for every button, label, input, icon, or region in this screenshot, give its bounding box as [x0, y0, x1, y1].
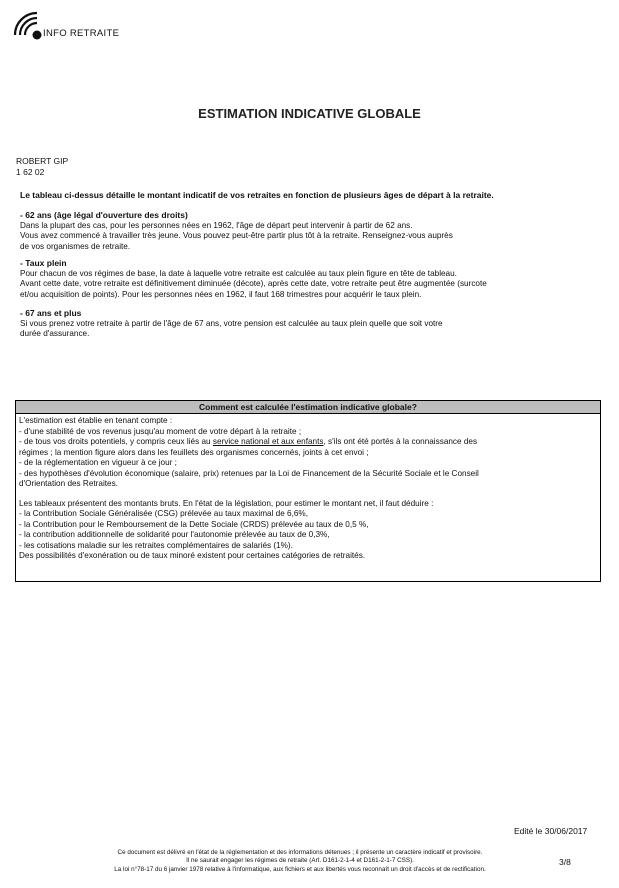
section-heading: - 67 ans et plus	[20, 308, 82, 318]
box-line: - d'une stabilité de vos revenus jusqu'au moment de votre départ à la retraite ;	[19, 426, 302, 436]
box-body	[16, 414, 600, 564]
section-line: Avant cette date, votre retraite est définitivement diminuée (décote), après cette date, votre retraite peut être augmentée (surcote	[20, 279, 487, 289]
box-line: L'estimation est établie en tenant compte :	[19, 416, 173, 425]
section-line: durée d'assurance.	[20, 329, 90, 339]
person-id: 1 62 02	[16, 167, 45, 177]
box-line: Des possibilités d'exonération ou de taux minoré existent pour certaines catégories de retraités.	[19, 551, 366, 560]
box-header: Comment est calculée l'estimation indicative globale?	[16, 401, 600, 414]
section-heading: - Taux plein	[20, 258, 67, 268]
box-line: d'Orientation des Retraites.	[19, 479, 118, 488]
intro-text: Le tableau ci-dessus détaille le montant indicatif de vos retraites en fonction de plusieurs âges de départ à la retraite.	[20, 190, 494, 200]
box-text: - de tous vos droits potentiels, y compris ceux liés au	[19, 437, 213, 446]
footer-line: Il ne saurait engager les régimes de retraite (Art. D161-2-1-4 et D161-2-1-7 CSS).	[186, 857, 414, 865]
section-taux-plein	[20, 258, 487, 300]
section-heading: - 62 ans (âge légal d'ouverture des droits)	[20, 210, 188, 220]
footer-line: La loi n°78-17 du 6 janvier 1978 relative à l'informatique, aux fichiers et aux libertés vous reconnaît un droit d'accès et de rectification.	[114, 865, 486, 873]
section-line: Si vous prenez votre retraite à partir de l'âge de 67 ans, votre pension est calculée au taux plein quelle que soit votre	[20, 318, 443, 328]
person-name: ROBERT GIP	[16, 156, 69, 166]
box-line: - de la réglementation en vigueur à ce jour ;	[19, 458, 177, 467]
logo-text: INFO RETRAITE	[43, 28, 120, 39]
legal-footer	[60, 849, 540, 874]
section-line: Pour chacun de vos régimes de base, la date à laquelle votre retraite est calculée au taux plein figure en tête de tableau.	[20, 268, 457, 278]
box-line: - la Contribution Sociale Généralisée (CSG) prélevée au taux maximal de 6,6%,	[19, 509, 308, 518]
box-line: - des hypothèses d'évolution économique (salaire, prix) retenues par la Loi de Financement de la Sécurité Sociale et le Conseil	[19, 468, 479, 478]
section-line: Dans la plupart des cas, pour les personnes nées en 1962, l'âge de départ peut intervenir à partir de 62 ans.	[20, 220, 413, 230]
box-text: , s'ils ont été portés à la connaissance des	[323, 437, 478, 446]
box-line: - la Contribution pour le Remboursement de la Dette Sociale (CRDS) prélevée au taux de 0,5 %,	[19, 519, 369, 529]
section-62-ans	[20, 210, 453, 252]
info-retraite-logo	[13, 11, 123, 43]
page-title: ESTIMATION INDICATIVE GLOBALE	[198, 106, 421, 121]
box-line: Les tableaux présentent des montants bruts. En l'état de la législation, pour estimer le montant net, il faut déduire :	[19, 498, 434, 508]
footer-line: Ce document est délivré en l'état de la réglementation et des informations détenues ; il présente un caractère indicatif et provisoire.	[117, 849, 483, 856]
section-line: et/ou acquisition de points). Pour les personnes nées en 1962, il faut 168 trimestres pour acquérir le taux plein.	[20, 289, 422, 299]
box-line: régimes ; la mention figure alors dans les feuillets des organismes concernés, joints à cet envoi ;	[19, 447, 369, 457]
person-info	[16, 156, 68, 178]
edit-date: Edité le 30/06/2017	[514, 826, 588, 836]
service-national-link: service national et aux enfants	[212, 437, 324, 446]
calculation-info-box	[15, 400, 601, 582]
box-line: - la contribution additionnelle de solidarité pour l'autonomie prélevée au taux de 0,3%,	[19, 530, 330, 539]
box-line: - les cotisations maladie sur les retraites complémentaires de salariés (1%).	[19, 540, 293, 550]
box-line	[19, 437, 597, 448]
section-67-ans	[20, 308, 443, 340]
page-number: 3/8	[559, 857, 571, 867]
section-line: de vos organismes de retraite.	[20, 241, 131, 251]
section-line: Vous avez commencé à travailler très jeune. Vous pouvez peut-être partir plus tôt à la retraite. Renseignez-vous auprès	[20, 231, 453, 241]
